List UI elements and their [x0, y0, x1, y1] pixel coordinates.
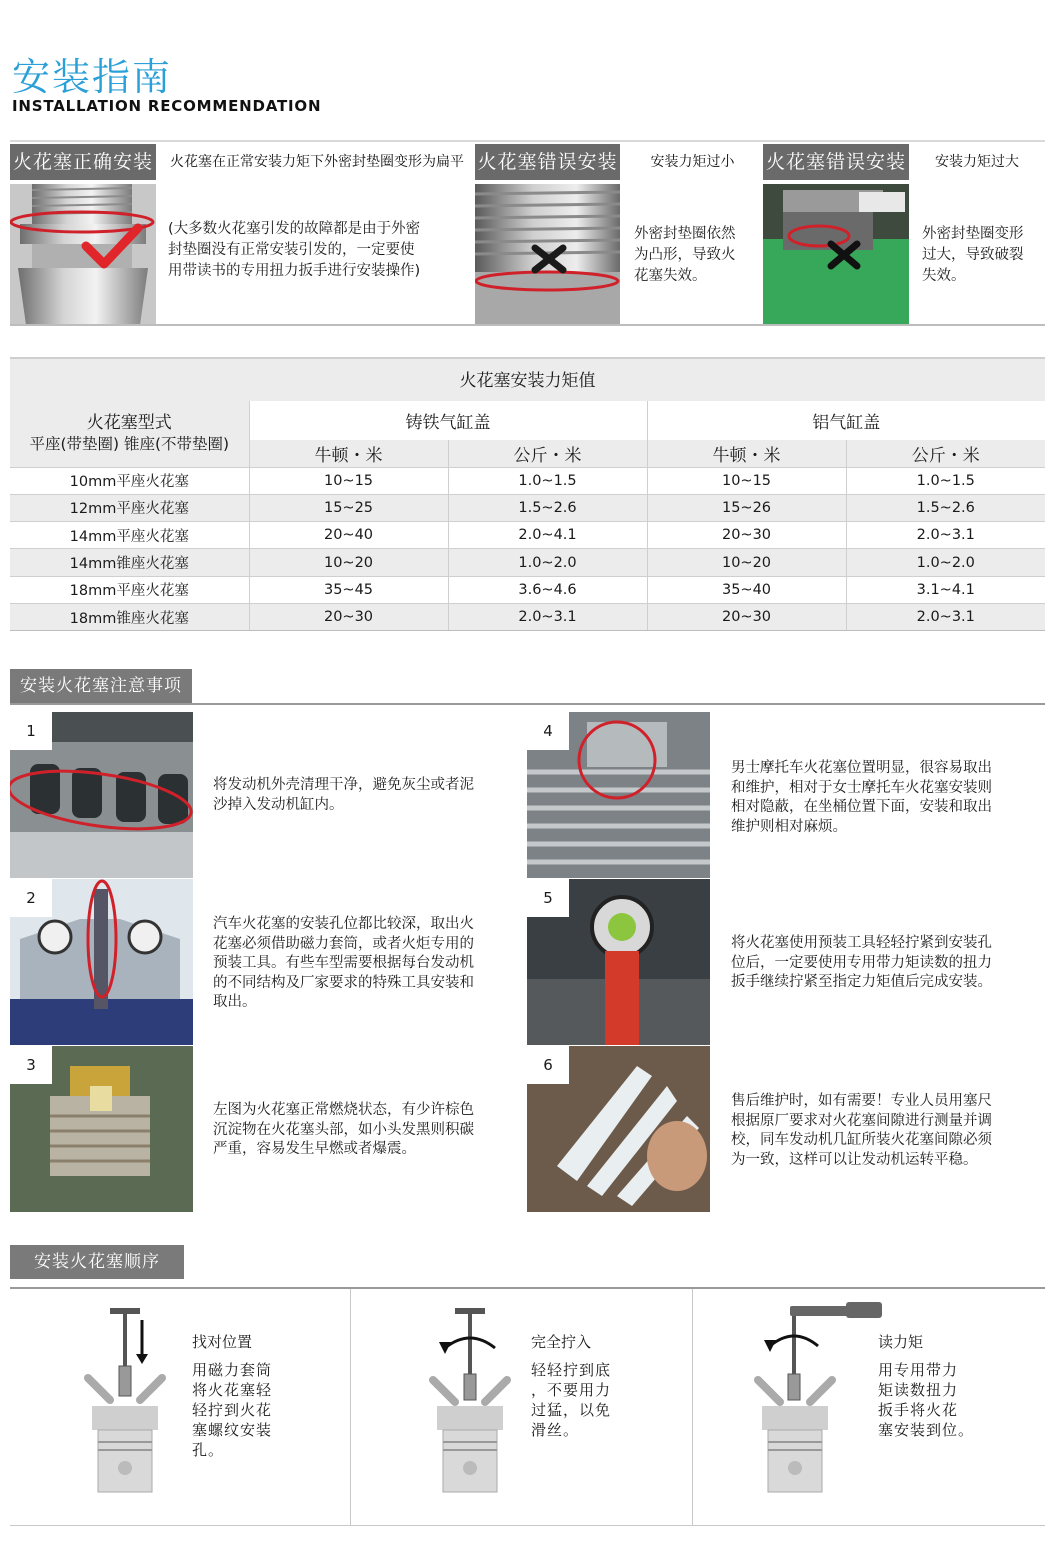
notice-line: 为一致，这样可以让发动机运转平稳。	[731, 1151, 978, 1168]
notice-line: 校，同车发动机几缸所装火花塞间隙必须	[731, 1132, 992, 1148]
torque-table	[10, 357, 1045, 631]
case-desc-wrong-low-line: 花塞失效。	[634, 268, 707, 284]
notice-line: 花塞必须借助磁力套筒，或者火炬专用的	[213, 935, 474, 952]
notice-photo-3	[10, 1046, 193, 1212]
case-caption-correct: 火花塞在正常安装力矩下外密封垫圈变形为扁平	[170, 154, 464, 170]
step-desc-line: 扳手将火花	[878, 1401, 959, 1419]
sequence-section-title: 安装火花塞顺序	[10, 1245, 184, 1279]
step-desc-line: 用磁力套筒	[192, 1361, 273, 1379]
table-cell: 14mm锥座火花塞	[10, 549, 249, 576]
table-cell: 18mm平座火花塞	[10, 576, 249, 603]
photo-wrong-high	[763, 184, 909, 325]
notice-photo-2	[10, 879, 193, 1045]
notice-text-6	[731, 1092, 1031, 1170]
notice-line: 男士摩托车火花塞位置明显，很容易取出	[731, 760, 992, 776]
notice-line: 将发动机外壳清理干净，避免灰尘或者泥	[213, 777, 474, 793]
step-title-2: 完全拧入	[531, 1333, 592, 1351]
table-cell: 1.5~2.6	[846, 494, 1045, 521]
notice-line: 的不同结构及厂家要求的特殊工具安装和	[213, 974, 474, 991]
case-desc-correct	[168, 219, 478, 282]
case-caption-wrong-low: 安装力矩过小	[650, 154, 735, 170]
case-desc-wrong-low-line: 为凸形，导致火	[634, 247, 736, 263]
divider	[10, 1287, 1045, 1289]
divider	[350, 1289, 351, 1525]
photo-correct-install	[10, 184, 156, 325]
notice-number: 5	[527, 879, 569, 917]
notice-line: 将火花塞使用预装工具轻轻拧紧到安装孔	[731, 935, 992, 951]
table-row	[10, 467, 1045, 494]
step-desc-3	[878, 1360, 974, 1440]
table-cell: 15~26	[647, 494, 846, 521]
table-cell: 35~40	[647, 576, 846, 603]
table-cell: 10~20	[647, 549, 846, 576]
table-cell: 10mm平座火花塞	[10, 467, 249, 494]
notice-number: 2	[10, 879, 52, 917]
case-label-correct: 火花塞正确安装	[10, 144, 156, 180]
step-desc-line: 滑丝。	[531, 1421, 580, 1439]
case-desc-correct-line: 用带读书的专用扭力扳手进行安装操作)	[168, 263, 421, 279]
table-cell: 14mm平座火花塞	[10, 522, 249, 549]
notice-line: 取出。	[213, 994, 257, 1010]
group-header-cast-iron: 铸铁气缸盖	[405, 413, 491, 433]
table-cell: 20~40	[249, 522, 448, 549]
table-row	[10, 522, 1045, 549]
step-desc-line: ，不要用力	[531, 1381, 612, 1399]
page-subtitle: INSTALLATION RECOMMENDATION	[12, 97, 322, 115]
step-2-illustration	[415, 1308, 525, 1508]
notice-line: 左图为火花塞正常燃烧状态，有少许棕色	[213, 1102, 474, 1118]
notice-text-3	[213, 1101, 513, 1160]
table-cell: 18mm锥座火花塞	[10, 603, 249, 630]
case-label-wrong-low: 火花塞错误安装	[475, 144, 620, 180]
table-row	[10, 576, 1045, 603]
step-desc-line: 孔。	[192, 1441, 225, 1459]
table-cell: 2.0~3.1	[846, 522, 1045, 549]
notice-line: 相对隐蔽，在坐桶位置下面，安装和取出	[731, 799, 992, 815]
divider	[10, 1525, 1045, 1526]
table-cell: 1.0~1.5	[846, 467, 1045, 494]
step-desc-2	[531, 1360, 611, 1440]
notice-photo-6	[527, 1046, 710, 1212]
photo-wrong-low	[475, 184, 620, 325]
table-row	[10, 494, 1045, 521]
table-cell: 10~20	[249, 549, 448, 576]
case-desc-wrong-high-line: 失效。	[922, 268, 966, 284]
divider	[10, 324, 1045, 326]
case-label-wrong-high: 火花塞错误安装	[763, 144, 909, 180]
notice-line: 售后维护时，如有需要！专业人员用塞尺	[731, 1093, 992, 1109]
step-desc-line: 塞安装到位。	[878, 1421, 975, 1439]
notice-line: 根据原厂要求对火花塞间隙进行测量并调	[731, 1112, 992, 1129]
table-cell: 1.0~2.0	[846, 549, 1045, 576]
notice-line: 沉淀物在火花塞头部，如小头发黑则积碳	[213, 1121, 474, 1138]
table-cell: 3.6~4.6	[448, 576, 647, 603]
unit-header: 牛顿・米	[249, 440, 448, 467]
notice-number: 4	[527, 712, 569, 750]
notice-line: 严重，容易发生早燃或者爆震。	[213, 1141, 416, 1157]
table-cell: 20~30	[647, 603, 846, 630]
step-desc-line: 将火花塞轻	[192, 1381, 273, 1399]
notice-text-2	[213, 915, 513, 1013]
case-desc-wrong-high-line: 外密封垫圈变形	[922, 226, 1024, 242]
case-desc-wrong-high-line: 过大，导致破裂	[922, 247, 1024, 263]
torque-table-title: 火花塞安装力矩值	[10, 357, 1045, 401]
notice-line: 维护则相对麻烦。	[731, 818, 847, 835]
table-cell: 10~15	[647, 467, 846, 494]
case-caption-wrong-high: 安装力矩过大	[935, 154, 1019, 170]
table-row	[10, 603, 1045, 630]
group-header-aluminum: 铝气缸盖	[647, 401, 1045, 440]
install-cases-header-row	[10, 140, 1045, 179]
table-row	[10, 549, 1045, 576]
table-cell: 1.5~2.6	[448, 494, 647, 521]
table-cell: 3.1~4.1	[846, 576, 1045, 603]
notice-text-4	[731, 759, 1031, 837]
notice-number: 1	[10, 712, 52, 750]
table-cell: 1.0~2.0	[448, 549, 647, 576]
model-header	[10, 401, 249, 467]
notice-line: 预装工具。有些车型需要根据每台发动机	[213, 955, 474, 971]
case-desc-wrong-low	[634, 224, 759, 287]
case-desc-wrong-low-line: 外密封垫圈依然	[634, 226, 736, 242]
step-desc-line: 轻轻拧到底	[531, 1361, 612, 1379]
table-cell: 35~45	[249, 576, 448, 603]
step-1-illustration	[70, 1308, 180, 1508]
unit-header: 公斤・米	[846, 440, 1045, 467]
notice-line: 扳手继续拧紧至指定力矩值后完成安装。	[731, 974, 992, 990]
table-cell: 2.0~3.1	[448, 603, 647, 630]
notice-number: 3	[10, 1046, 52, 1084]
step-desc-line: 过猛，以免	[531, 1401, 612, 1419]
notice-line: 位后，一定要使用专用带力矩读数的扭力	[731, 954, 992, 971]
model-header-line: 平座(带垫圈) 锥座(不带垫圈)	[29, 434, 230, 453]
notices-section-title: 安装火花塞注意事项	[10, 669, 192, 703]
step-desc-line: 轻拧到火花	[192, 1401, 273, 1419]
step-title-1: 找对位置	[192, 1333, 253, 1351]
unit-header: 牛顿・米	[647, 440, 846, 467]
table-cell: 15~25	[249, 494, 448, 521]
notice-number: 6	[527, 1046, 569, 1084]
step-3-illustration	[750, 1300, 890, 1508]
step-desc-1	[192, 1360, 272, 1460]
step-desc-line: 矩读数扭力	[878, 1381, 959, 1399]
notice-text-1	[213, 776, 513, 815]
table-cell: 1.0~1.5	[448, 467, 647, 494]
notice-line: 和维护，相对于女士摩托车火花塞安装则	[731, 779, 992, 796]
page-title: 安装指南	[12, 55, 173, 99]
notice-text-5	[731, 934, 1031, 993]
notice-line: 汽车火花塞的安装孔位都比较深，取出火	[213, 916, 474, 932]
table-cell: 12mm平座火花塞	[10, 494, 249, 521]
table-cell: 20~30	[249, 603, 448, 630]
divider	[10, 703, 1045, 705]
case-desc-correct-line: 封垫圈没有正常安装引发的，一定要使	[168, 242, 415, 258]
table-cell: 10~15	[249, 467, 448, 494]
install-cases-section	[10, 140, 1045, 326]
notice-photo-1	[10, 712, 193, 878]
divider	[692, 1289, 693, 1525]
table-cell: 2.0~4.1	[448, 522, 647, 549]
step-title-3: 读力矩	[878, 1333, 924, 1351]
step-desc-line: 用专用带力	[878, 1361, 959, 1379]
unit-header: 公斤・米	[448, 440, 647, 467]
model-header-line: 火花塞型式	[86, 412, 172, 433]
case-desc-wrong-high	[922, 224, 1047, 287]
table-cell: 20~30	[647, 522, 846, 549]
notice-photo-5	[527, 879, 710, 1045]
case-desc-correct-line: (大多数火花塞引发的故障都是由于外密	[168, 221, 421, 237]
step-desc-line: 塞螺纹安装	[192, 1421, 273, 1439]
notice-line: 沙掉入发动机缸内。	[213, 796, 344, 813]
notice-photo-4	[527, 712, 710, 878]
table-cell: 2.0~3.1	[846, 603, 1045, 630]
